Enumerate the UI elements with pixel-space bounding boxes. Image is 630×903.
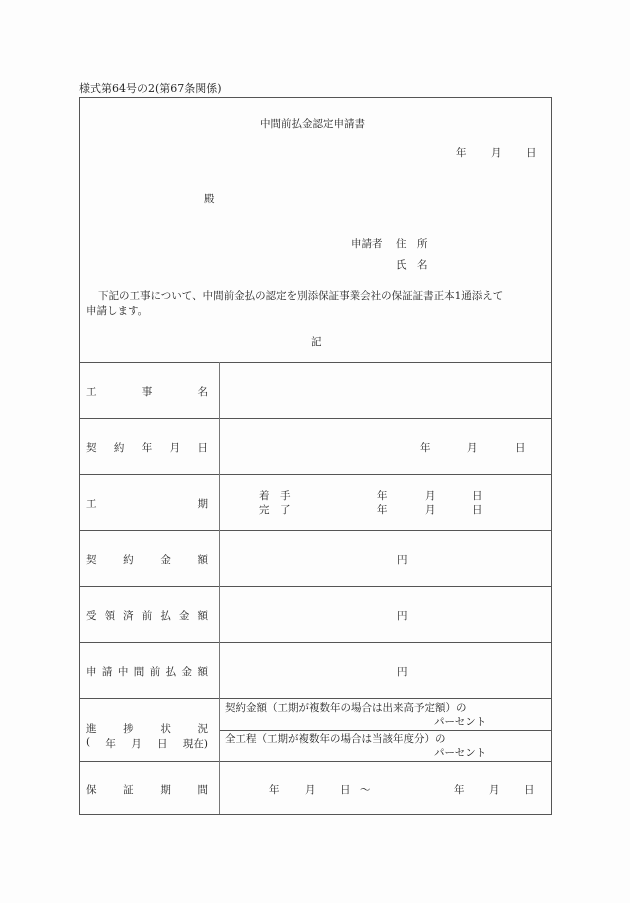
label-char: 年 <box>105 738 116 750</box>
construction-period-field[interactable] <box>221 475 551 529</box>
end-month-unit: 月 <box>425 504 436 516</box>
label-char: 払 <box>160 610 171 622</box>
contract-date-label <box>86 440 208 455</box>
label-char: 金 <box>160 554 171 566</box>
body-text-line1: 下記の工事について、中間前金払の認定を別添保証事業会社の保証証書正本1通添えて <box>98 290 504 302</box>
progress-item2-text: 全工程（工期が複数年の場合は当該年度分）の <box>225 733 446 745</box>
to-year-unit: 年 <box>454 784 465 796</box>
date-month: 月 <box>491 147 502 159</box>
label-char: 況 <box>197 723 208 735</box>
to-day-unit: 日 <box>524 784 535 796</box>
start-year-unit: 年 <box>377 490 388 502</box>
yen-unit: 円 <box>397 554 408 566</box>
contract-amount-label <box>86 552 208 567</box>
label-char: 月 <box>169 442 181 454</box>
label-char: 期 <box>160 784 171 796</box>
label-char: 期 <box>197 498 208 510</box>
label-char: 日 <box>197 442 208 454</box>
applicant-label: 申請者 <box>351 238 383 250</box>
percent-unit: パーセント <box>434 747 487 759</box>
label-char: 状 <box>160 723 171 735</box>
label-char: 契 <box>86 554 97 566</box>
end-day-unit: 日 <box>472 504 483 516</box>
label-char: 済 <box>123 610 134 622</box>
percent-unit: パーセント <box>434 716 487 728</box>
label-char: 月 <box>131 738 142 750</box>
label-char: 中 <box>117 666 129 678</box>
progress-overall-field[interactable] <box>221 731 551 760</box>
label-char: 年 <box>141 442 153 454</box>
form-title: 中間前払金認定申請書 <box>260 118 365 130</box>
label-char: 了 <box>280 504 291 516</box>
from-day-unit: 日 <box>340 784 351 796</box>
yen-unit: 円 <box>397 666 408 678</box>
form-caption: 様式第64号の2(第67条関係) <box>79 82 222 95</box>
label-char: 額 <box>197 666 208 678</box>
construction-name-label <box>86 384 208 399</box>
contract-date-field[interactable] <box>221 419 551 473</box>
label-char: 払 <box>165 666 177 678</box>
progress-label-line1 <box>86 721 208 736</box>
ki-label: 記 <box>311 336 322 348</box>
label-char: 保 <box>86 784 97 796</box>
addressee-suffix: 殿 <box>204 193 215 205</box>
body-text-line2: 申請します。 <box>86 305 149 317</box>
label-char: 工 <box>86 498 97 510</box>
progress-item1-text: 契約金額（工期が複数年の場合は出来高予定額）の <box>225 702 467 714</box>
address-label-char: 所 <box>417 238 428 250</box>
requested-interim-label <box>86 664 208 679</box>
guarantee-period-label <box>86 782 208 797</box>
label-char: 申 <box>86 666 97 678</box>
end-year-unit: 年 <box>377 504 388 516</box>
progress-label-line2 <box>86 736 208 751</box>
construction-name-field[interactable] <box>221 363 551 417</box>
yen-unit: 円 <box>397 610 408 622</box>
label-char: 事 <box>141 386 153 398</box>
label-char: 契 <box>86 442 97 454</box>
label-char: 工 <box>86 386 97 398</box>
label-char: 前 <box>141 610 153 622</box>
start-month-unit: 月 <box>425 490 436 502</box>
label-char: 額 <box>197 610 208 622</box>
label-char: 約 <box>113 442 125 454</box>
day-unit: 日 <box>515 442 526 454</box>
label-char: 金 <box>178 610 190 622</box>
received-advance-field[interactable] <box>221 587 551 641</box>
label-char: 証 <box>123 784 134 796</box>
name-label-char: 名 <box>417 259 428 271</box>
progress-contract-field[interactable] <box>221 699 551 729</box>
column-divider <box>219 362 220 814</box>
from-year-unit: 年 <box>269 784 280 796</box>
received-advance-label <box>86 608 208 623</box>
label-char: 受 <box>86 610 97 622</box>
requested-interim-field[interactable] <box>221 643 551 697</box>
year-unit: 年 <box>420 442 431 454</box>
label-char: 完 <box>259 504 270 516</box>
name-label-char: 氏 <box>396 259 407 271</box>
label-char: 現在) <box>182 738 208 750</box>
label-char: 間 <box>197 784 208 796</box>
label-char: 額 <box>197 554 208 566</box>
address-label-char: 住 <box>396 238 407 250</box>
date-year: 年 <box>456 147 467 159</box>
label-char: 日 <box>157 738 168 750</box>
to-month-unit: 月 <box>489 784 500 796</box>
label-char: 手 <box>280 490 291 502</box>
range-tilde: ～ <box>360 784 371 796</box>
label-char: 間 <box>133 666 145 678</box>
date-day: 日 <box>526 147 537 159</box>
application-form <box>79 97 552 815</box>
label-char: 領 <box>104 610 116 622</box>
contract-amount-field[interactable] <box>221 531 551 585</box>
label-char: 進 <box>86 723 97 735</box>
month-unit: 月 <box>467 442 478 454</box>
label-char: ( <box>86 736 91 748</box>
label-char: 金 <box>181 666 193 678</box>
label-char: 前 <box>149 666 161 678</box>
start-day-unit: 日 <box>472 490 483 502</box>
label-char: 名 <box>197 386 208 398</box>
from-month-unit: 月 <box>305 784 316 796</box>
guarantee-period-field[interactable] <box>221 762 551 814</box>
label-char: 約 <box>123 554 134 566</box>
label-char: 請 <box>101 666 113 678</box>
label-char: 捗 <box>123 723 134 735</box>
construction-period-label <box>86 496 208 511</box>
label-char: 着 <box>259 490 270 502</box>
